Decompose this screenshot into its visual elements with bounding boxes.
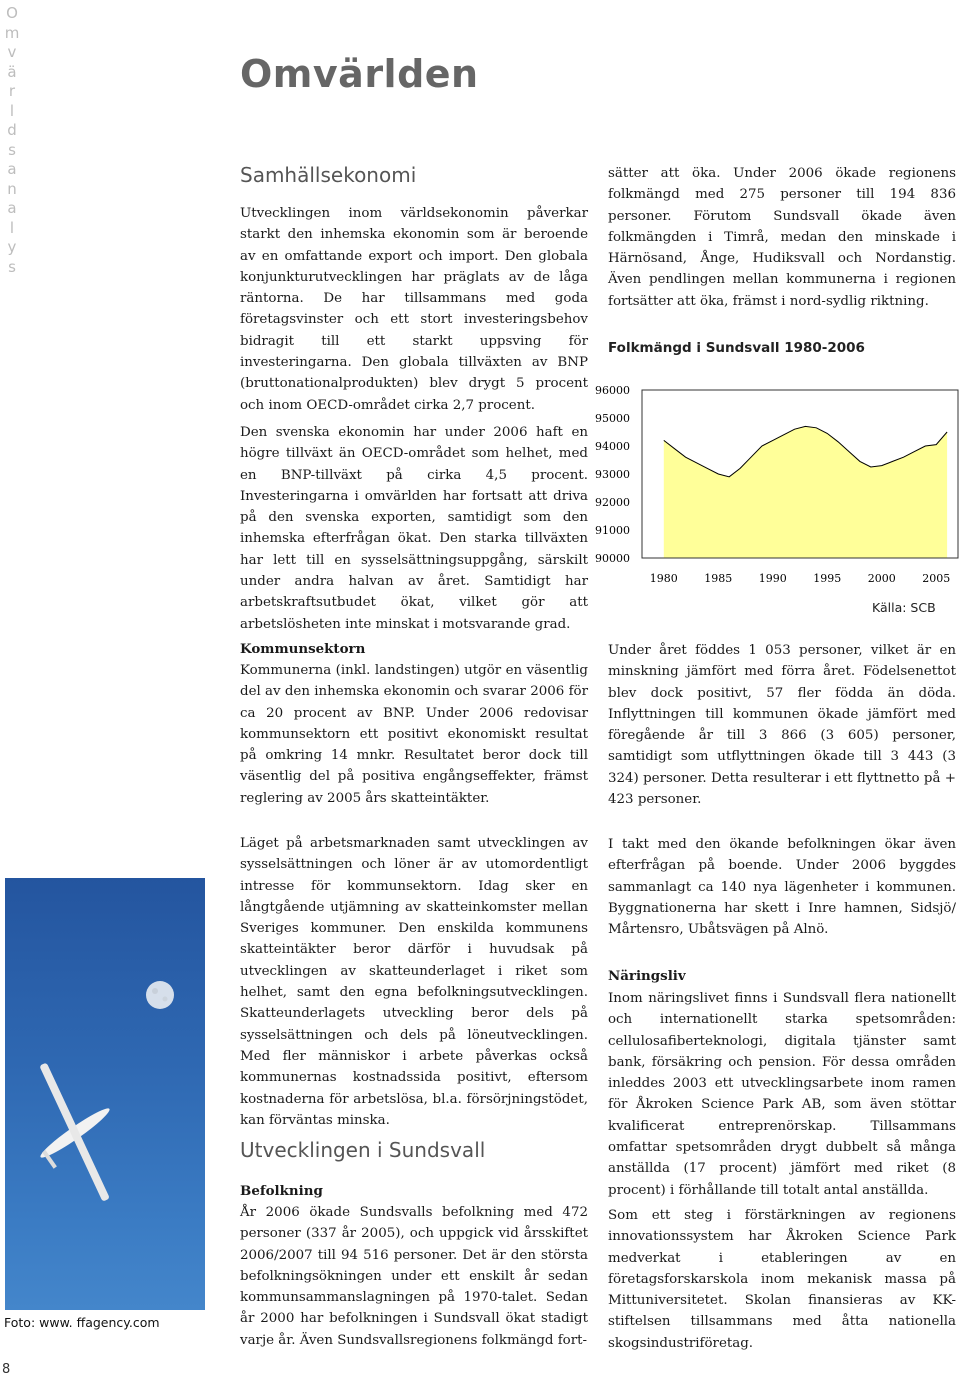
y-tick-label: 92000	[595, 496, 630, 509]
paragraph: Under året föddes 1 053 personer, vilket är en minskning jämfört med förra året. Födelsenettot blev dock positivt, 57 fler födda än döda. Inflyttningen till kommunen ökade jämfört med föregående år till 3 866 (3 605) personer, samtidigt som utflyttningen ökade till 3 443 (3 324) personer. Detta resulterar i ett flyttnetto på + 423 personer.	[608, 643, 956, 808]
y-tick-label: 90000	[595, 552, 630, 565]
x-tick-label: 1980	[649, 572, 678, 585]
x-tick-label: 1985	[704, 572, 733, 585]
x-tick-label: 1990	[758, 572, 787, 585]
paragraph: sätter att öka. Under 2006 ökade regionens folkmängd med 275 personer till 194 836 personer. Förutom Sundsvall ökade även folkmängden i Timrå, medan den minskade i Härnösand, Ånge, Hudiksvall och Nordanstig. Även pendlingen mellan kommunerna i regionen fortsätter att öka, främst i nord-sydlig riktning.	[608, 166, 956, 309]
vertical-letter: y	[7, 238, 17, 256]
x-tick-label: 2005	[922, 572, 951, 585]
population-chart-svg	[595, 378, 960, 618]
paragraph: Utvecklingen inom världsekonomin påverkar starkt den inhemska ekonomin som är beroende av en omfattande export och import. Den globala konjunkturutvecklingen har präglats av de låga räntorna. De har tillsammans med goda företagsvinster och ett stort investeringsbehov bidragit till ett starkt uppsving för investeringarna. Den globala tillväxten av BNP (bruttonationalprodukten) blev drygt 5 procent och inom OECD-området cirka 2,7 procent.	[240, 206, 588, 413]
photo-illustration	[5, 878, 205, 1310]
page-title: Omvärlden	[240, 52, 479, 96]
vertical-letter: ä	[7, 62, 17, 81]
paragraph: I takt med den ökande befolkningen ökar även efterfrågan på boende. Under 2006 byggdes sammanlagt ca 140 nya lägenheter i kommunen. Byggnationerna har skett i Inre hamnen, Sidsjö/ Mårtensro, Ubåtsvägen på Alnö.	[608, 837, 956, 938]
photo-moon-glider	[5, 878, 205, 1310]
section-heading-utvecklingen: Utvecklingen i Sundsvall	[240, 1138, 486, 1162]
subheading-kommunsektorn: Kommunsektorn	[240, 641, 366, 657]
x-tick-label: 1995	[813, 572, 842, 585]
population-area	[664, 426, 947, 558]
y-tick-label: 96000	[595, 384, 630, 397]
moon-icon	[146, 981, 174, 1009]
vertical-letter: r	[8, 82, 16, 100]
vertical-letter: l	[9, 218, 15, 237]
vertical-letter: a	[7, 160, 17, 178]
vertical-letter: O	[6, 4, 18, 22]
y-tick-label: 95000	[595, 412, 630, 425]
paragraph: År 2006 ökade Sundsvalls befolkning med 472 personer (337 år 2005), och uppgick vid årsskiftet 2006/2007 till 94 516 personer. Det är den största befolkningsökningen under ett enskilt år sedan kommunsammanslagningen på 1970-talet. Sedan år 2000 har befolkningen i Sundsvall ökat stadigt varje år. Även Sundsvallsregionens folkmängd fort-	[240, 1205, 588, 1348]
glider-icon	[0, 1047, 152, 1217]
vertical-letter: a	[7, 199, 17, 217]
vertical-letter: s	[8, 257, 16, 276]
vertical-letter: l	[9, 101, 15, 120]
vertical-letter: s	[8, 140, 16, 159]
paragraph: Kommunerna (inkl. landstingen) utgör en väsentlig del av den inhemska ekonomin och svarar 2006 för ca 20 procent av BNP. Under 2006 redovisar kommunsektorn ett positivt ekonomiskt resultat på omkring 14 mnkr. Resultatet beror dock till väsentlig del på positiva engångseffekter, främst reglering av 2005 års skatteintäkter.	[240, 663, 588, 806]
y-tick-label: 91000	[595, 524, 630, 537]
y-tick-label: 93000	[595, 468, 630, 481]
vertical-letter: n	[7, 179, 17, 198]
page-number: 8	[2, 1362, 11, 1377]
chart-title: Folkmängd i Sundsvall 1980-2006	[608, 340, 865, 356]
subheading-naringsliv: Näringsliv	[608, 968, 686, 984]
paragraph: Som ett steg i förstärkningen av regionens innovationssystem har Åkroken Science Park medverkat i etableringen av en företagsforskarskola inom mekanisk massa på Mittuniversitetet. Skolan finansieras av KK-stiftelsen tillsammans med åtta nationella skogsindustriföretag.	[608, 1208, 956, 1351]
vertical-letter: m	[4, 23, 20, 42]
population-chart	[595, 378, 960, 618]
paragraph: Inom näringslivet finns i Sundsvall flera nationellt och internationellt starka spetsområden: cellulosafiberteknologi, digitala tjänster samt bank, försäkring och pension. För dessa områden inleddes 2003 ett utvecklingsarbete inom ramen för Åkroken Science Park AB, som även stöttar kvalificerat entreprenörskap. Tillsammans omfattar spetsområden drygt dubbelt så många anställda (17 procent) jämfört med riket (8 procent) i förhållande till totalt antal anställda.	[608, 991, 956, 1198]
vertical-section-label	[4, 4, 20, 277]
photo-credit: Foto: www. ffagency.com	[4, 1315, 160, 1330]
paragraph: Den svenska ekonomin har under 2006 haft en högre tillväxt än OECD-området som helhet, med en BNP-tillväxt på cirka 4,5 procent. Investeringarna i omvärlden har fortsatt att driva på den svenska exporten, samtidigt som den inhemska efterfrågan ökat. Den starka tillväxten har lett till en sysselsättningsuppgång, särskilt under andra halvan av året. Samtidigt har arbetskraftsutbudet ökat, vilket gör att arbetslösheten inte minskat i motsvarande grad.	[240, 425, 588, 632]
vertical-letter: v	[7, 43, 17, 61]
paragraph: Läget på arbetsmarknaden samt utvecklingen av sysselsättningen och löner är av utomordentligt intresse för kommunsektorn. Idag sker en långtgående utjämning av skatteinkomster mellan Sveriges kommuner. Den enskilda kommunens skatteintäkter beror därför i huvudsak på utvecklingen av skatteunderlaget i riket som helhet, samt den egna befolkningsutvecklingen. Skatteunderlagets utveckling beror dels på sysselsättningen och dels på löneutvecklingen. Med fler människor i arbete påverkas också kommunernas kostnadssida positivt, eftersom kostnaderna för arbetslösa, bl.a. försörjningstödet, kan förväntas minska.	[240, 836, 588, 1128]
y-tick-label: 94000	[595, 440, 630, 453]
subheading-befolkning: Befolkning	[240, 1183, 323, 1199]
section-heading-samhallsekonomi: Samhällsekonomi	[240, 163, 417, 187]
x-tick-label: 2000	[867, 572, 896, 585]
chart-source: Källa: SCB	[872, 600, 936, 615]
vertical-letter: d	[7, 121, 17, 139]
